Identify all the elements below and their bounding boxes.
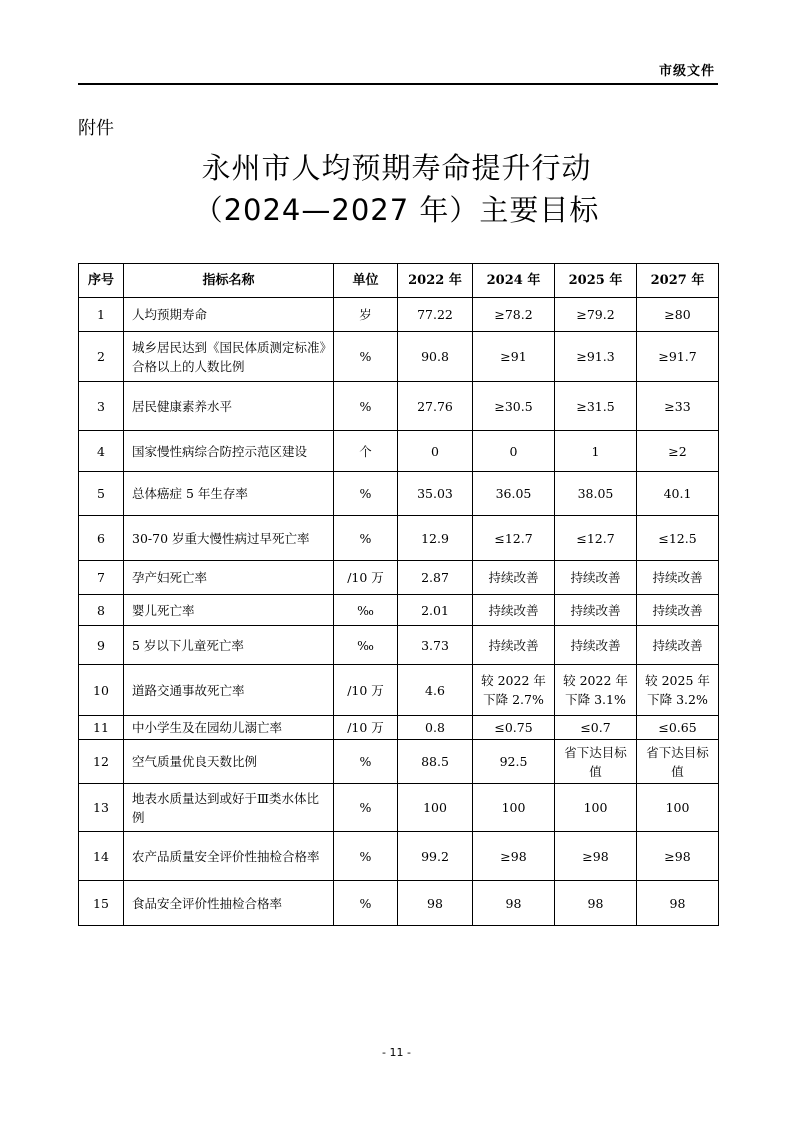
- table-cell: 持续改善: [473, 626, 555, 665]
- indicator-name-cell: 总体癌症 5 年生存率: [124, 472, 334, 516]
- table-cell: 100: [398, 784, 473, 832]
- table-cell: 15: [79, 881, 124, 926]
- table-cell: 4: [79, 431, 124, 472]
- table-cell: 100: [473, 784, 555, 832]
- table-cell: 持续改善: [637, 626, 719, 665]
- table-cell: 90.8: [398, 332, 473, 382]
- table-row: [79, 332, 719, 382]
- table-cell: ≥2: [637, 431, 719, 472]
- table-cell: %: [334, 832, 398, 881]
- table-row: [79, 298, 719, 332]
- table-cell: ≥30.5: [473, 382, 555, 431]
- indicator-name-cell: 婴儿死亡率: [124, 595, 334, 626]
- table-cell: ≥91.7: [637, 332, 719, 382]
- table-row: [79, 740, 719, 784]
- table-cell: ≥33: [637, 382, 719, 431]
- header-cell: 单位: [334, 264, 398, 298]
- indicator-name-cell: 孕产妇死亡率: [124, 561, 334, 595]
- table-cell: 77.22: [398, 298, 473, 332]
- table-cell: 0: [473, 431, 555, 472]
- table-cell: ≤12.7: [473, 516, 555, 561]
- table-cell: /10 万: [334, 561, 398, 595]
- table-cell: 12: [79, 740, 124, 784]
- indicator-name-cell: 人均预期寿命: [124, 298, 334, 332]
- table-cell: ‰: [334, 626, 398, 665]
- table-row: [79, 382, 719, 431]
- table-row: [79, 431, 719, 472]
- table-cell: 持续改善: [473, 561, 555, 595]
- document-title-line1: 永州市人均预期寿命提升行动: [201, 151, 592, 185]
- table-row: [79, 626, 719, 665]
- table-cell: ≥79.2: [555, 298, 637, 332]
- table-cell: ≤12.7: [555, 516, 637, 561]
- table-cell: 个: [334, 431, 398, 472]
- attachment-label: 附件: [78, 118, 114, 139]
- table-cell: 4.6: [398, 665, 473, 716]
- table-cell: /10 万: [334, 665, 398, 716]
- page-number: - 11 -: [382, 1046, 411, 1059]
- indicator-name-cell: 地表水质量达到或好于Ⅲ类水体比例: [124, 784, 334, 832]
- table-cell: ≥91: [473, 332, 555, 382]
- targets-table: [78, 263, 719, 926]
- table-cell: ≤0.75: [473, 716, 555, 740]
- table-cell: 1: [555, 431, 637, 472]
- table-cell: %: [334, 472, 398, 516]
- table-cell: 9: [79, 626, 124, 665]
- table-cell: ≤12.5: [637, 516, 719, 561]
- table-cell: 2: [79, 332, 124, 382]
- table-cell: 14: [79, 832, 124, 881]
- table-cell: 省下达目标值: [555, 740, 637, 784]
- table-cell: 2.87: [398, 561, 473, 595]
- table-cell: %: [334, 382, 398, 431]
- table-cell: 88.5: [398, 740, 473, 784]
- table-cell: 3: [79, 382, 124, 431]
- indicator-name-cell: 30-70 岁重大慢性病过早死亡率: [124, 516, 334, 561]
- table-cell: ≥78.2: [473, 298, 555, 332]
- table-cell: 较 2022 年下降 2.7%: [473, 665, 555, 716]
- table-cell: %: [334, 881, 398, 926]
- table-cell: 3.73: [398, 626, 473, 665]
- table-cell: ≥91.3: [555, 332, 637, 382]
- table-cell: 持续改善: [637, 595, 719, 626]
- table-cell: 36.05: [473, 472, 555, 516]
- table-header-row: [79, 264, 719, 298]
- table-cell: 92.5: [473, 740, 555, 784]
- table-cell: 35.03: [398, 472, 473, 516]
- header-cell: 2025 年: [555, 264, 637, 298]
- header-cell: 指标名称: [124, 264, 334, 298]
- table-cell: 27.76: [398, 382, 473, 431]
- table-cell: 持续改善: [637, 561, 719, 595]
- header-cell: 2022 年: [398, 264, 473, 298]
- table-cell: 持续改善: [473, 595, 555, 626]
- table-cell: ≥98: [473, 832, 555, 881]
- table-cell: 较 2025 年下降 3.2%: [637, 665, 719, 716]
- table-cell: 11: [79, 716, 124, 740]
- table-cell: %: [334, 740, 398, 784]
- document-title-line2: （2024—2027 年）主要目标: [193, 193, 600, 227]
- table-cell: 38.05: [555, 472, 637, 516]
- table-cell: 100: [555, 784, 637, 832]
- table-cell: 持续改善: [555, 626, 637, 665]
- table-cell: 100: [637, 784, 719, 832]
- table-cell: 40.1: [637, 472, 719, 516]
- header-cell: 序号: [79, 264, 124, 298]
- indicator-name-cell: 道路交通事故死亡率: [124, 665, 334, 716]
- table-cell: 7: [79, 561, 124, 595]
- table-cell: ≥98: [637, 832, 719, 881]
- indicator-name-cell: 5 岁以下儿童死亡率: [124, 626, 334, 665]
- table-cell: 持续改善: [555, 595, 637, 626]
- table-row: [79, 561, 719, 595]
- table-cell: ≤0.7: [555, 716, 637, 740]
- table-cell: 省下达目标值: [637, 740, 719, 784]
- table-cell: ≤0.65: [637, 716, 719, 740]
- table-cell: 较 2022 年下降 3.1%: [555, 665, 637, 716]
- table-cell: 8: [79, 595, 124, 626]
- indicator-name-cell: 中小学生及在园幼儿溺亡率: [124, 716, 334, 740]
- table-cell: 98: [555, 881, 637, 926]
- document-category-tag: 市级文件: [658, 64, 715, 79]
- table-cell: 持续改善: [555, 561, 637, 595]
- table-row: [79, 832, 719, 881]
- table-cell: 98: [473, 881, 555, 926]
- header-cell: 2024 年: [473, 264, 555, 298]
- table-cell: 0: [398, 431, 473, 472]
- indicator-name-cell: 居民健康素养水平: [124, 382, 334, 431]
- table-cell: 10: [79, 665, 124, 716]
- table-row: [79, 881, 719, 926]
- header-cell: 2027 年: [637, 264, 719, 298]
- indicator-name-cell: 国家慢性病综合防控示范区建设: [124, 431, 334, 472]
- table-row: [79, 472, 719, 516]
- table-cell: 5: [79, 472, 124, 516]
- table-cell: 6: [79, 516, 124, 561]
- table-cell: 12.9: [398, 516, 473, 561]
- indicator-name-cell: 农产品质量安全评价性抽检合格率: [124, 832, 334, 881]
- table-cell: 98: [637, 881, 719, 926]
- table-cell: %: [334, 784, 398, 832]
- table-cell: ≥31.5: [555, 382, 637, 431]
- table-row: [79, 595, 719, 626]
- table-cell: 岁: [334, 298, 398, 332]
- indicator-name-cell: 空气质量优良天数比例: [124, 740, 334, 784]
- table-cell: 13: [79, 784, 124, 832]
- table-cell: 1: [79, 298, 124, 332]
- table-cell: 99.2: [398, 832, 473, 881]
- table-cell: /10 万: [334, 716, 398, 740]
- indicator-name-cell: 食品安全评价性抽检合格率: [124, 881, 334, 926]
- header-divider: [78, 83, 718, 85]
- table-cell: ≥80: [637, 298, 719, 332]
- table-row: [79, 665, 719, 716]
- table-cell: 98: [398, 881, 473, 926]
- table-cell: 0.8: [398, 716, 473, 740]
- table-cell: ‰: [334, 595, 398, 626]
- indicator-name-cell: 城乡居民达到《国民体质测定标准》合格以上的人数比例: [124, 332, 334, 382]
- table-row: [79, 784, 719, 832]
- table-cell: %: [334, 332, 398, 382]
- table-cell: ≥98: [555, 832, 637, 881]
- table-cell: %: [334, 516, 398, 561]
- table-cell: 2.01: [398, 595, 473, 626]
- table-row: [79, 716, 719, 740]
- table-row: [79, 516, 719, 561]
